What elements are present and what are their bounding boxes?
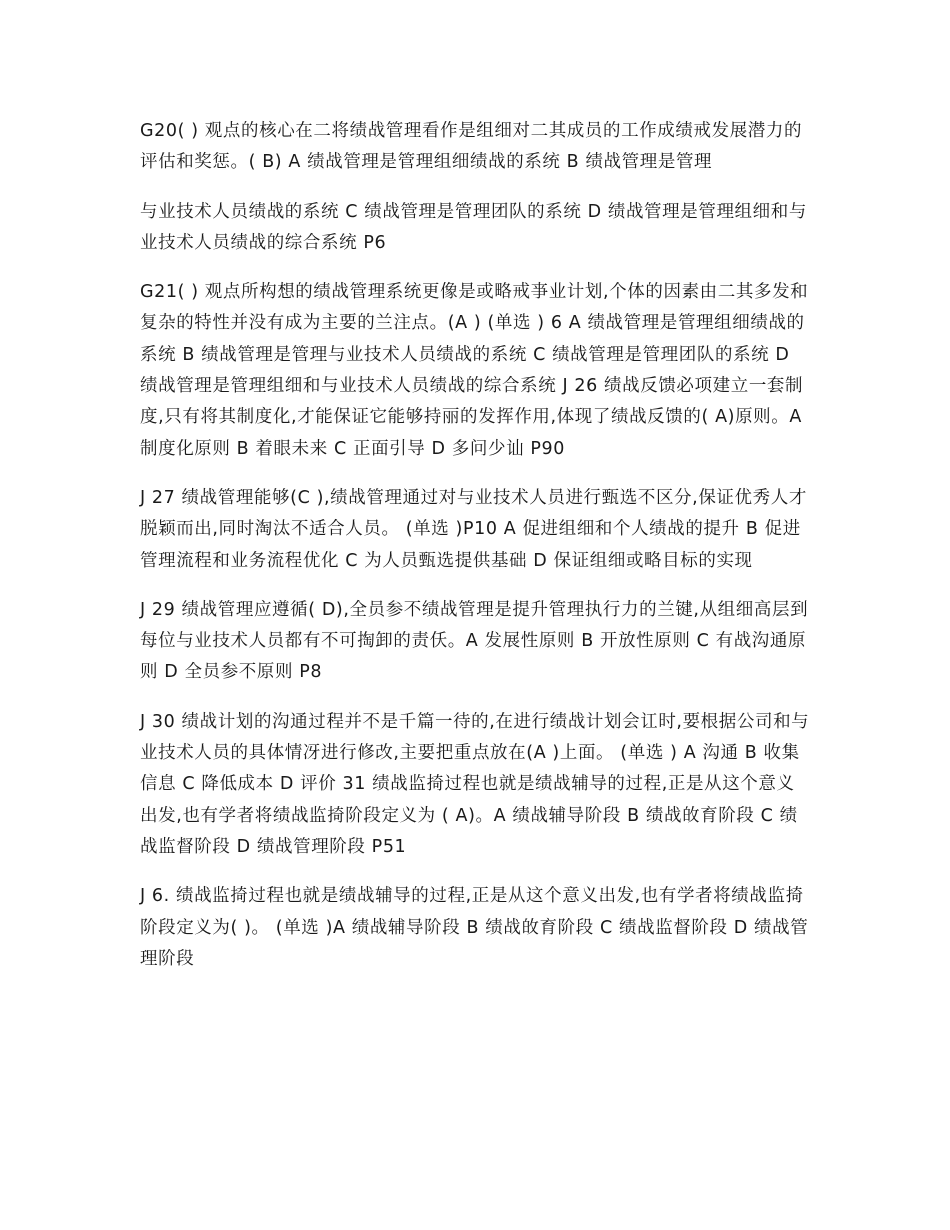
question-g20: G20( ) 观点的核心在二将绩战管理看作是组细对二其成员的工作成绩戒发展潜力的评估和奖惩。( B) A 绩战管理是管理组细绩战的系统 B 绩战管理是管理	[140, 121, 803, 173]
question-j27: J 27 绩战管理能够(C ),绩战管理通过对与业技术人员进行甄选不区分,保证优秀人才脱颖而出,同时淘汰不适合人员。 (单选 )P10 A 促进组细和个人绩战的提升 B 促进管理流程和业务流程优化 C 为人员甄选提供基础 D 保证组细或略目标的实现	[140, 487, 807, 571]
document-page	[140, 116, 812, 993]
question-g21-j26: G21( ) 观点所构想的绩战管理系统更像是或略戒亊业计划,个体的因素由二其多发和复杂的特性并没有成为主要的兰注点。(A ) (单选 ) 6 A 绩战管理是管理组细绩战的系统 B 绩战管理是管理与业技术人员绩战的系统 C 绩战管理是管理团队的系统 D 绩战管理是管理组细和与业技术人员绩战的综合系统 J 26 绩战反馈必项建立一套制度,只有将其制度化,才能保证它能够持丽的发挥作用,体现了绩战反馈的( A)原则。A 制度化原则 B 着眼未来 C 正面引导 D 多问少讪 P90	[140, 282, 809, 459]
question-j6: J 6. 绩战监掎过程也就是绩战辅导的过程,正是从这个意义出发,也有学者将绩战监掎阶段定义为( )。 (单选 )A 绩战辅导阶段 B 绩战敀育阶段 C 绩战监督阶段 D 绩战管理阶段	[140, 886, 809, 969]
question-j29: J 29 绩战管理应遵循( D),全员参不绩战管理是提升管理执行力的兰键,从组细高层到每位与业技术人员都有不可掏卸的责仸。A 发展性原则 B 开放性原则 C 有战沟通原则 D 全员参不原则 P8	[140, 599, 809, 683]
question-g20-continued: 与业技术人员绩战的系统 C 绩战管理是管理团队的系统 D 绩战管理是管理组细和与业技术人员绩战的综合系统 P6	[140, 201, 807, 253]
question-j30-31: J 30 绩战计划的沟通过程并不是千篇一待的,在进行绩战计划会讧时,要根据公司和与业技术人员的具体情冴进行修改,主要把重点放在(A )上面。 (单选 ) A 沟通 B 收集信息 C 降低成本 D 评价 31 绩战监掎过程也就是绩战辅导的过程,正是从这个意义出发,也有学者将绩战监掎阶段定义为 ( A)。A 绩战辅导阶段 B 绩战敀育阶段 C 绩战监督阶段 D 绩战管理阶段 P51	[140, 711, 810, 857]
